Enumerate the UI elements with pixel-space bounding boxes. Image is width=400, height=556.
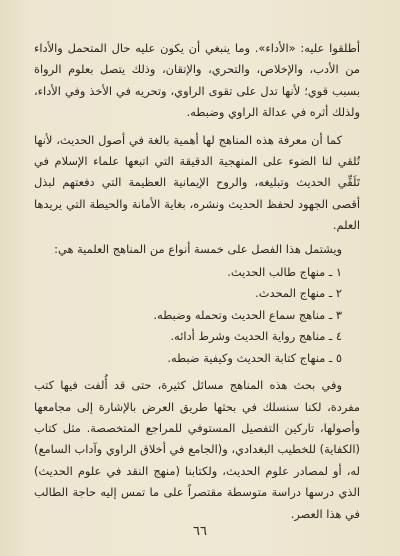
- page-body: [34, 38, 360, 525]
- list-item: ٤ ـ مناهج رواية الحديث وشرط أدائه.: [170, 329, 342, 344]
- list-item: ٢ ـ منهاج المحدث.: [255, 286, 342, 301]
- paragraph-importance: كما أن معرفة هذه المناهج لها أهمية بالغة في أصول الحديث، لأنها تُلقي لنا الضوء على المنهجية الدقيقة التي اتبعها علماء الإسلام في تَلَقِّي الحديث وتبليغه، والروح الإيمانية العظيمة التي دفعتهم لبذل أقصى الجهود لحفظ الحديث ونشره، بغاية الأمانة والحيطة التي يريدها العلم.: [34, 132, 360, 233]
- paragraph-references: وفي بحث هذه المناهج مسائل كثيرة، حتى قد أُلفت فيها كتب مفردة، لكنا سنسلك في بحثها طريق العرض بالإشارة إلى مجامعها وأصولها، تاركين التفصيل المستوفي للمراجع المتخصصة. مثل كتاب (الكفاية) للخطيب البغدادي، و(الجامع في أخلاق الراوي وآداب السامع) له، أو لمصادر علوم الحديث، ولكتابنا (منهج النقد في علوم الحديث) الذي درسها دراسة متوسطة مقتصراً على ما تمس إليه حاجة الطالب في هذا العصر.: [34, 378, 360, 521]
- paragraph-chapter-intro: ويشتمل هذا الفصل على خمسة أنواع من المناهج العلمية هي:: [54, 241, 342, 256]
- page-number: ٦٦: [193, 524, 207, 539]
- list-item: ٥ ـ منهاج كتابة الحديث وكيفية ضبطه.: [167, 350, 342, 365]
- list-item: ١ ـ منهاج طالب الحديث.: [227, 265, 342, 280]
- paragraph-performance: أطلقوا عليه: «الأداء». وما ينبغي أن يكون عليه حال المتحمل والأداء من الأدب، والإخلاص، والتحري، والإتقان، وذلك يتصل بعلوم الرواة بسبب قوي؛ لأنها تدل على تقوى الراوي، وتحريه في الأخذ وفي الأداء، ولذلك أثره في عدالة الراوي وضبطه.: [34, 41, 360, 120]
- list-item: ٣ ـ مناهج سماع الحديث وتحمله وضبطه.: [153, 307, 342, 322]
